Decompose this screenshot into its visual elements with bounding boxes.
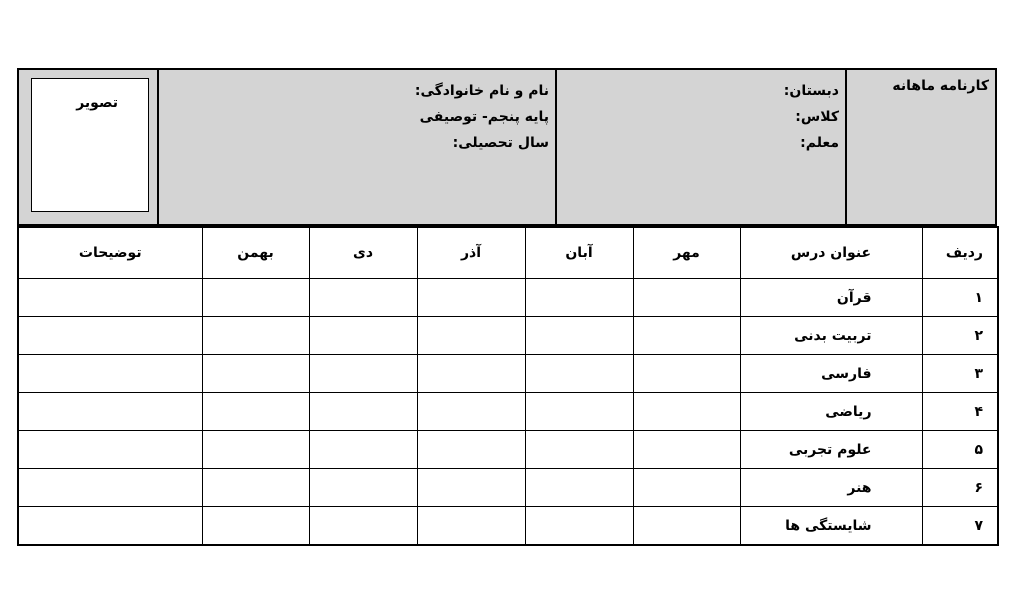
- bahman-grade-cell[interactable]: [202, 469, 309, 507]
- row-number: ۷: [922, 507, 998, 546]
- mehr-grade-cell[interactable]: [633, 431, 740, 469]
- aban-grade-cell[interactable]: [525, 431, 633, 469]
- photo-cell: [19, 70, 157, 224]
- azar-grade-cell[interactable]: [417, 355, 525, 393]
- row-number: ۶: [922, 469, 998, 507]
- dey-grade-cell[interactable]: [309, 431, 417, 469]
- photo-box: [31, 78, 149, 212]
- subject-cell: شایستگی ها: [740, 507, 922, 546]
- column-header-subject: عنوان درس: [740, 227, 922, 279]
- azar-grade-cell[interactable]: [417, 393, 525, 431]
- notes-grade-cell[interactable]: [18, 355, 202, 393]
- bahman-grade-cell[interactable]: [202, 355, 309, 393]
- column-header-azar: آذر: [417, 227, 525, 279]
- dey-grade-cell[interactable]: [309, 469, 417, 507]
- title-cell: [845, 70, 995, 224]
- notes-grade-cell[interactable]: [18, 431, 202, 469]
- dey-grade-cell[interactable]: [309, 279, 417, 317]
- grade-level-label: پایه پنجم- توصیفی: [419, 109, 549, 125]
- row-number: ۴: [922, 393, 998, 431]
- table-row: [18, 469, 998, 507]
- grades-table: [17, 226, 999, 546]
- table-row: [18, 317, 998, 355]
- table-row: [18, 431, 998, 469]
- row-number: ۱: [922, 279, 998, 317]
- azar-grade-cell[interactable]: [417, 507, 525, 546]
- column-header-notes: توضیحات: [18, 227, 202, 279]
- aban-grade-cell[interactable]: [525, 393, 633, 431]
- aban-grade-cell[interactable]: [525, 355, 633, 393]
- student-info-cell: [157, 70, 555, 224]
- azar-grade-cell[interactable]: [417, 279, 525, 317]
- bahman-grade-cell[interactable]: [202, 507, 309, 546]
- student-name-label: نام و نام خانوادگی:: [414, 83, 549, 99]
- row-number: ۳: [922, 355, 998, 393]
- mehr-grade-cell[interactable]: [633, 355, 740, 393]
- dey-grade-cell[interactable]: [309, 393, 417, 431]
- mehr-grade-cell[interactable]: [633, 469, 740, 507]
- column-header-dey: دی: [309, 227, 417, 279]
- table-header-row: [18, 227, 998, 279]
- photo-label: تصویر: [76, 95, 118, 111]
- table-row: [18, 279, 998, 317]
- mehr-grade-cell[interactable]: [633, 393, 740, 431]
- bahman-grade-cell[interactable]: [202, 317, 309, 355]
- report-header: [17, 68, 997, 226]
- mehr-grade-cell[interactable]: [633, 317, 740, 355]
- school-info-cell: [555, 70, 845, 224]
- notes-grade-cell[interactable]: [18, 279, 202, 317]
- column-header-aban: آبان: [525, 227, 633, 279]
- bahman-grade-cell[interactable]: [202, 279, 309, 317]
- school-label: دبستان:: [783, 83, 839, 99]
- school-year-label: سال تحصیلی:: [452, 135, 549, 151]
- teacher-label: معلم:: [800, 135, 839, 151]
- dey-grade-cell[interactable]: [309, 355, 417, 393]
- table-row: [18, 393, 998, 431]
- subject-cell: فارسی: [740, 355, 922, 393]
- table-row: [18, 507, 998, 546]
- row-number: ۵: [922, 431, 998, 469]
- column-header-mehr: مهر: [633, 227, 740, 279]
- dey-grade-cell[interactable]: [309, 317, 417, 355]
- notes-grade-cell[interactable]: [18, 393, 202, 431]
- class-label: کلاس:: [795, 109, 839, 125]
- subject-cell: تربیت بدنی: [740, 317, 922, 355]
- mehr-grade-cell[interactable]: [633, 507, 740, 546]
- azar-grade-cell[interactable]: [417, 317, 525, 355]
- column-header-row-number: ردیف: [922, 227, 998, 279]
- table-row: [18, 355, 998, 393]
- aban-grade-cell[interactable]: [525, 469, 633, 507]
- mehr-grade-cell[interactable]: [633, 279, 740, 317]
- bahman-grade-cell[interactable]: [202, 393, 309, 431]
- aban-grade-cell[interactable]: [525, 279, 633, 317]
- aban-grade-cell[interactable]: [525, 317, 633, 355]
- subject-cell: قرآن: [740, 279, 922, 317]
- notes-grade-cell[interactable]: [18, 317, 202, 355]
- notes-grade-cell[interactable]: [18, 507, 202, 546]
- notes-grade-cell[interactable]: [18, 469, 202, 507]
- aban-grade-cell[interactable]: [525, 507, 633, 546]
- dey-grade-cell[interactable]: [309, 507, 417, 546]
- subject-cell: ریاضی: [740, 393, 922, 431]
- azar-grade-cell[interactable]: [417, 469, 525, 507]
- column-header-bahman: بهمن: [202, 227, 309, 279]
- bahman-grade-cell[interactable]: [202, 431, 309, 469]
- azar-grade-cell[interactable]: [417, 431, 525, 469]
- subject-cell: علوم تجربی: [740, 431, 922, 469]
- row-number: ۲: [922, 317, 998, 355]
- report-title: کارنامه ماهانه: [892, 78, 989, 94]
- subject-cell: هنر: [740, 469, 922, 507]
